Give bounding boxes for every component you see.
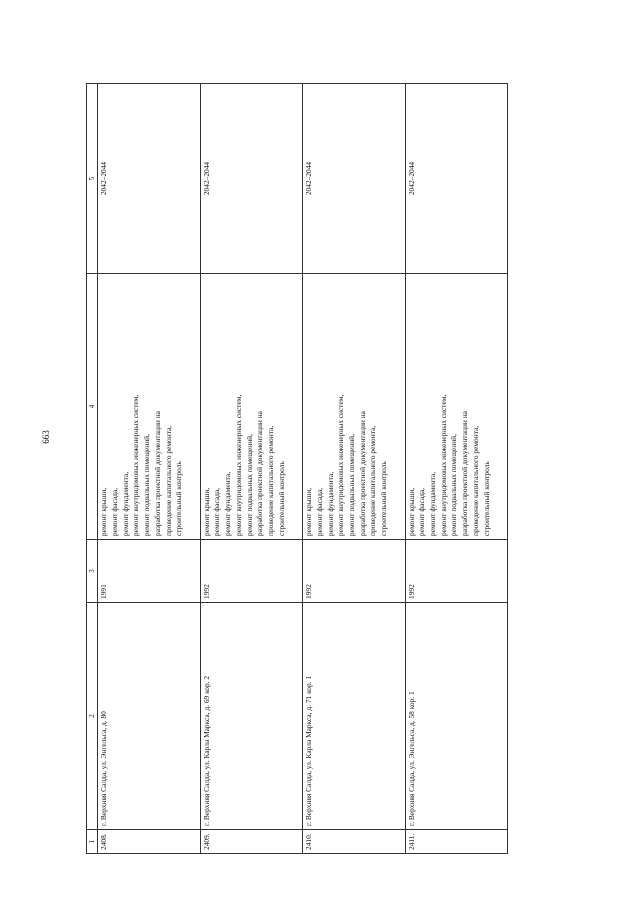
address-cell: г. Верхняя Салда, ул. Энгельса, д. 58 кор. 1 — [405, 603, 508, 830]
row-number: 2408. — [98, 830, 200, 854]
work-item: ремонт внутридомовых инженерных систем, — [233, 394, 243, 536]
row-number: 2409. — [200, 830, 302, 854]
work-item: ремонт подвальных помещений, — [142, 434, 152, 536]
period-cell: 2042–2044 — [200, 84, 302, 274]
address-cell: г. Верхняя Салда, ул. Карла Маркса, д. 69 кор. 2 — [200, 603, 302, 830]
work-item: ремонт подвальных помещений, — [244, 434, 254, 536]
header-row — [87, 84, 98, 854]
work-item: ремонт крыши, — [201, 487, 211, 536]
year-cell: 1992 — [303, 540, 405, 603]
works-cell — [200, 274, 302, 540]
work-item: проведение капитального ремонта, — [368, 425, 378, 536]
table-row — [303, 84, 405, 854]
work-item: ремонт фундамента, — [223, 471, 233, 536]
work-item: ремонт крыши, — [99, 487, 109, 536]
work-item: строительный контроль — [379, 461, 389, 536]
page-number: 663 — [41, 430, 51, 444]
work-item: разработка проектной документации на — [152, 411, 162, 536]
work-item: проведение капитального ремонта, — [470, 425, 480, 536]
table-row — [200, 84, 302, 854]
period-cell: 2042–2044 — [303, 84, 405, 274]
header-col-5: 5 — [87, 84, 98, 274]
year-cell: 1992 — [200, 540, 302, 603]
work-item: разработка проектной документации на — [460, 411, 470, 536]
work-item: строительный контроль — [481, 461, 491, 536]
work-item: ремонт фундамента, — [427, 471, 437, 536]
header-col-3: 3 — [87, 540, 98, 603]
work-item: ремонт фасада, — [109, 488, 119, 536]
work-item: ремонт подвальных помещений, — [346, 434, 356, 536]
work-item: разработка проектной документации на — [255, 411, 265, 536]
work-item: ремонт внутридомовых инженерных систем, — [336, 394, 346, 536]
work-item: ремонт внутридомовых инженерных систем, — [438, 394, 448, 536]
work-item: разработка проектной документации на — [357, 411, 367, 536]
year-cell: 1991 — [98, 540, 200, 603]
address-cell: г. Верхняя Салда, ул. Энгельса, д. 80 — [98, 603, 200, 830]
header-col-1: 1 — [87, 830, 98, 854]
table-row — [98, 84, 200, 854]
work-item: ремонт фасада, — [212, 488, 222, 536]
header-col-2: 2 — [87, 603, 98, 830]
work-item: ремонт фундамента, — [325, 471, 335, 536]
table-row — [405, 84, 508, 854]
repair-schedule-table — [86, 83, 508, 854]
work-item: ремонт фундамента, — [120, 471, 130, 536]
work-item: ремонт крыши, — [406, 487, 416, 536]
work-item: строительный контроль — [174, 461, 184, 536]
period-cell: 2042–2044 — [405, 84, 508, 274]
work-item: ремонт фасада, — [314, 488, 324, 536]
row-number: 2410. — [303, 830, 405, 854]
work-item: проведение капитального ремонта, — [163, 425, 173, 536]
works-cell — [98, 274, 200, 540]
row-number: 2411. — [405, 830, 508, 854]
work-item: ремонт фасада, — [417, 488, 427, 536]
works-cell — [303, 274, 405, 540]
works-cell — [405, 274, 508, 540]
work-item: ремонт подвальных помещений, — [449, 434, 459, 536]
year-cell: 1992 — [405, 540, 508, 603]
work-item: ремонт внутридомовых инженерных систем, — [131, 394, 141, 536]
work-item: проведение капитального ремонта, — [266, 425, 275, 536]
rotated-table-wrapper — [86, 84, 508, 854]
header-col-4: 4 — [87, 274, 98, 540]
work-item: ремонт крыши, — [304, 487, 314, 536]
work-item: строительный контроль — [276, 461, 286, 536]
address-cell: г. Верхняя Салда, ул. Карла Маркса, д. 71 кор. 1 — [303, 603, 405, 830]
period-cell: 2042–2044 — [98, 84, 200, 274]
